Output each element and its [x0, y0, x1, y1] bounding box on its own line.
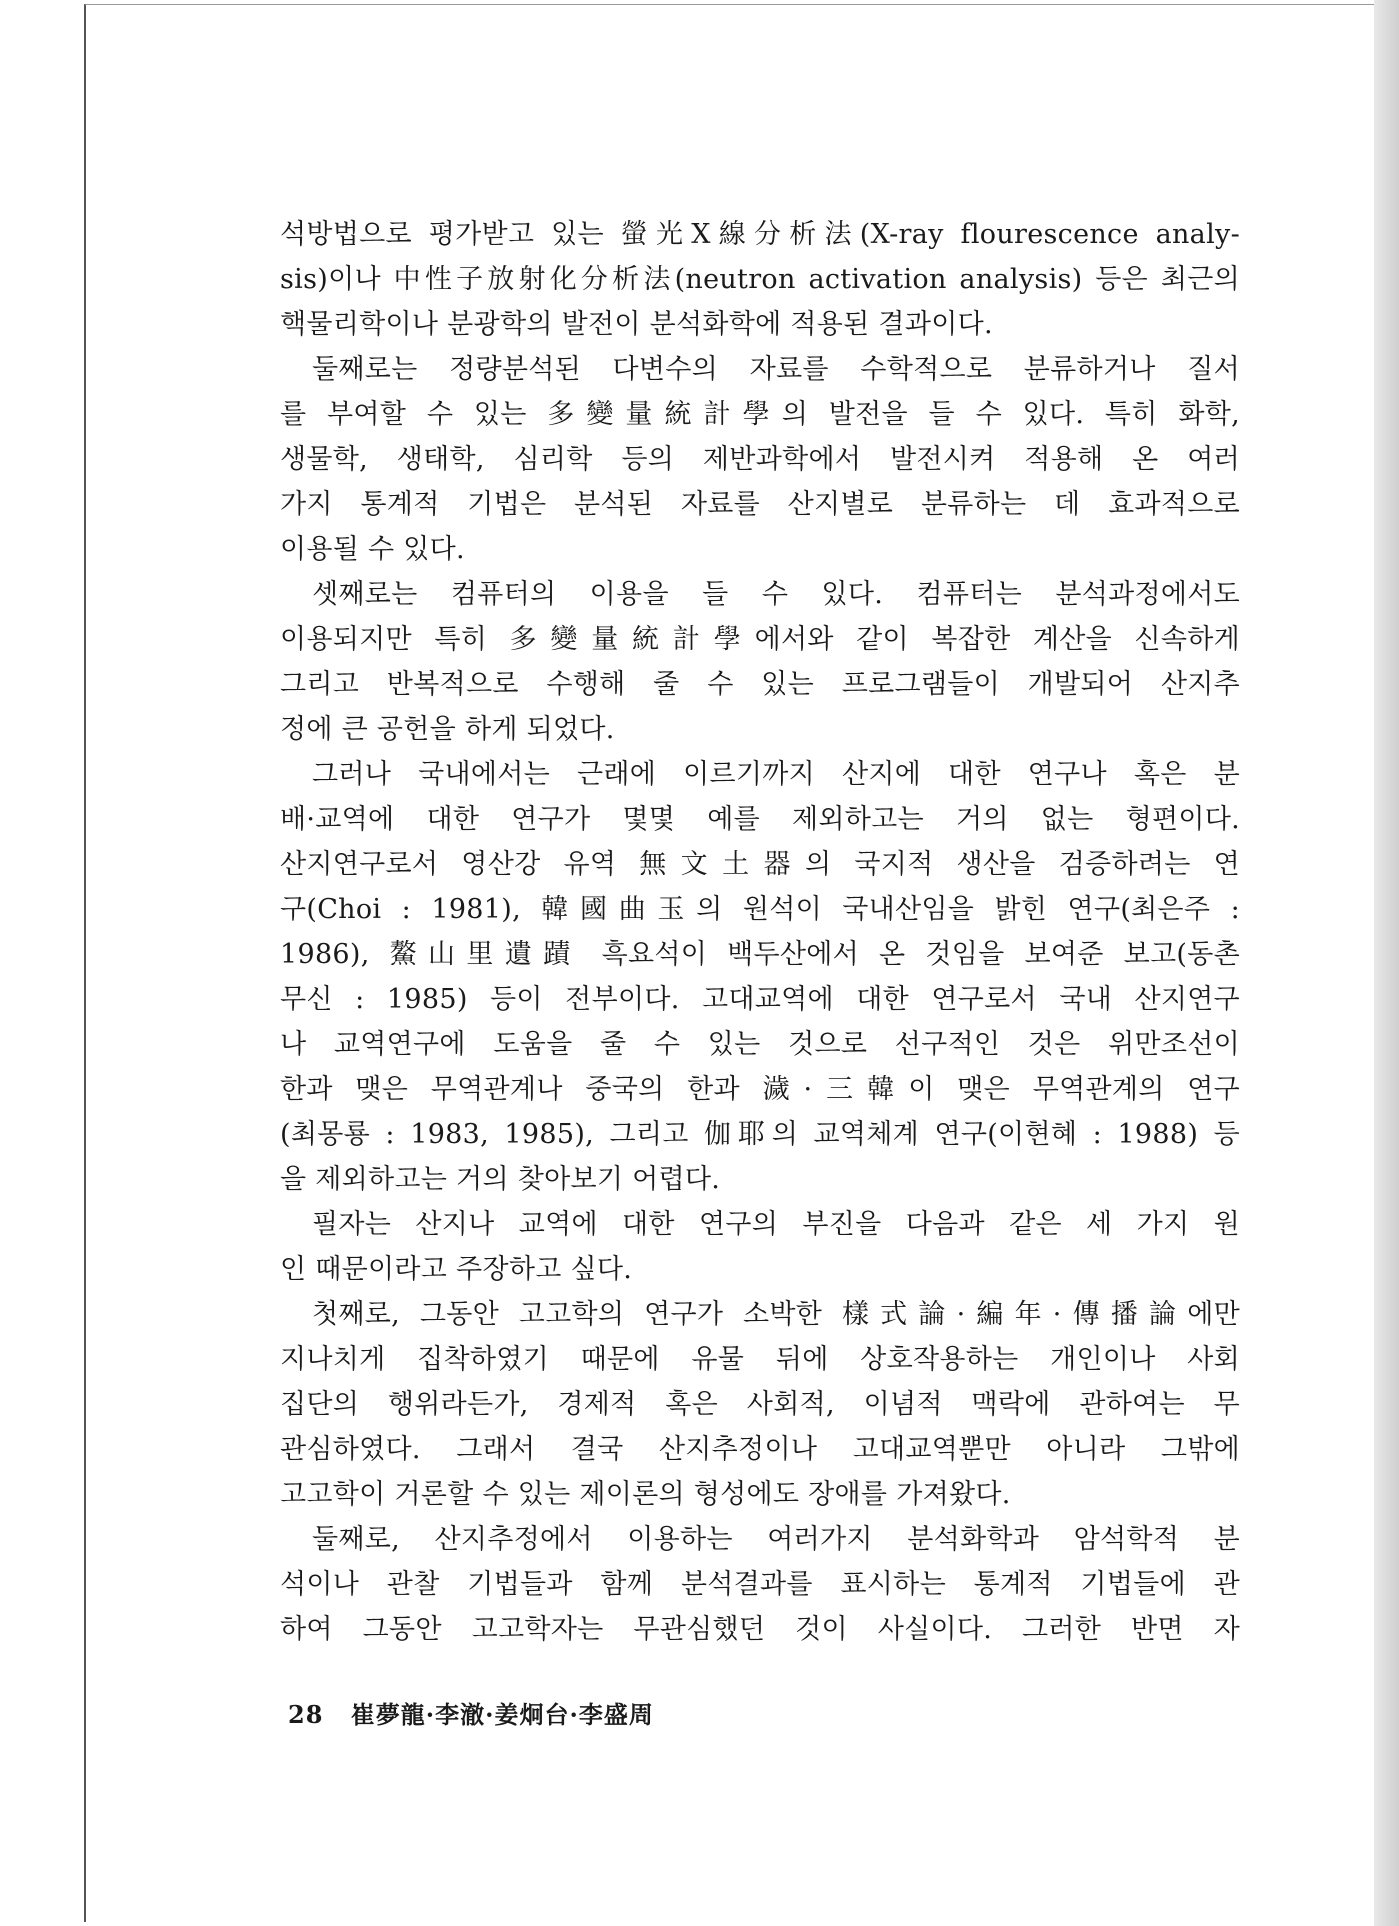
text-line: 배·교역에 대한 연구가 몇몇 예를 제외하고는 거의 없는 형편이다.	[280, 804, 1240, 835]
text-line: 지나치게 집착하였기 때문에 유물 뒤에 상호작용하는 개인이나 사회	[280, 1344, 1240, 1375]
text-line: 그리고 반복적으로 수행해 줄 수 있는 프로그램들이 개발되어 산지추	[280, 669, 1240, 700]
text-line: 생물학, 생태학, 심리학 등의 제반과학에서 발전시켜 적용해 온 여러	[280, 444, 1240, 475]
text-line: 필자는 산지나 교역에 대한 연구의 부진을 다음과 같은 세 가지 원	[312, 1209, 1240, 1240]
text-line: 고고학이 거론할 수 있는 제이론의 형성에도 장애를 가져왔다.	[280, 1479, 1011, 1510]
text-line: 석방법으로 평가받고 있는 螢光X線分析法(X-ray flourescence analy-	[280, 219, 1240, 250]
text-line: 첫째로, 그동안 고고학의 연구가 소박한 樣式論·編年·傳播論에만	[312, 1299, 1240, 1330]
text-line: 둘째로는 정량분석된 다변수의 자료를 수학적으로 분류하거나 질서	[312, 354, 1240, 385]
text-line: 셋째로는 컴퓨터의 이용을 들 수 있다. 컴퓨터는 분석과정에서도	[312, 579, 1240, 610]
text-line: 관심하였다. 그래서 결국 산지추정이나 고대교역뿐만 아니라 그밖에	[280, 1434, 1240, 1465]
text-line: 무신 : 1985) 등이 전부이다. 고대교역에 대한 연구로서 국내 산지연구	[280, 984, 1240, 1015]
text-line: sis)이나 中性子放射化分析法(neutron activation analysis) 등은 최근의	[280, 264, 1240, 295]
text-line: 인 때문이라고 주장하고 싶다.	[280, 1254, 633, 1285]
text-line: 이용될 수 있다.	[280, 534, 465, 565]
text-line: 집단의 행위라든가, 경제적 혹은 사회적, 이념적 맥락에 관하여는 무	[280, 1389, 1240, 1420]
text-line: 핵물리학이나 분광학의 발전이 분석화학에 적용된 결과이다.	[280, 309, 993, 340]
text-line: 가지 통계적 기법은 분석된 자료를 산지별로 분류하는 데 효과적으로	[280, 489, 1240, 520]
text-line: 석이나 관찰 기법들과 함께 분석결과를 표시하는 통계적 기법들에 관	[280, 1569, 1240, 1600]
text-line: 정에 큰 공헌을 하게 되었다.	[280, 714, 615, 745]
text-line: (최몽룡 : 1983, 1985), 그리고 伽耶의 교역체계 연구(이현혜 : 1988) 등	[280, 1119, 1240, 1150]
text-line: 1986), 鰲山里遺蹟 흑요석이 백두산에서 온 것임을 보여준 보고(동촌	[280, 939, 1240, 970]
text-line: 산지연구로서 영산강 유역 無文土器의 국지적 생산을 검증하려는 연	[280, 849, 1240, 880]
text-line: 구(Choi : 1981), 韓國曲玉의 원석이 국내산임을 밝힌 연구(최은주 :	[280, 894, 1240, 925]
page-number: 28	[288, 1700, 324, 1729]
text-line: 을 제외하고는 거의 찾아보기 어렵다.	[280, 1164, 721, 1195]
text-line: 를 부여할 수 있는 多變量統計學의 발전을 들 수 있다. 특히 화학,	[280, 399, 1240, 430]
page-footer	[288, 1695, 654, 1730]
text-line: 나 교역연구에 도움을 줄 수 있는 것으로 선구적인 것은 위만조선이	[280, 1029, 1240, 1060]
text-line: 이용되지만 특히 多變量統計學에서와 같이 복잡한 계산을 신속하게	[280, 624, 1240, 655]
running-head-authors: 崔夢龍·李澈·姜炯台·李盛周	[350, 1700, 654, 1729]
text-line: 둘째로, 산지추정에서 이용하는 여러가지 분석화학과 암석학적 분	[312, 1524, 1240, 1555]
text-line: 한과 맺은 무역관계나 중국의 한과 濊·三韓이 맺은 무역관계의 연구	[280, 1074, 1240, 1105]
text-line: 그러나 국내에서는 근래에 이르기까지 산지에 대한 연구나 혹은 분	[312, 759, 1240, 790]
text-line: 하여 그동안 고고학자는 무관심했던 것이 사실이다. 그러한 반면 자	[280, 1614, 1240, 1645]
page-edge-shadow	[1374, 0, 1399, 1926]
page-body	[280, 212, 1240, 1652]
